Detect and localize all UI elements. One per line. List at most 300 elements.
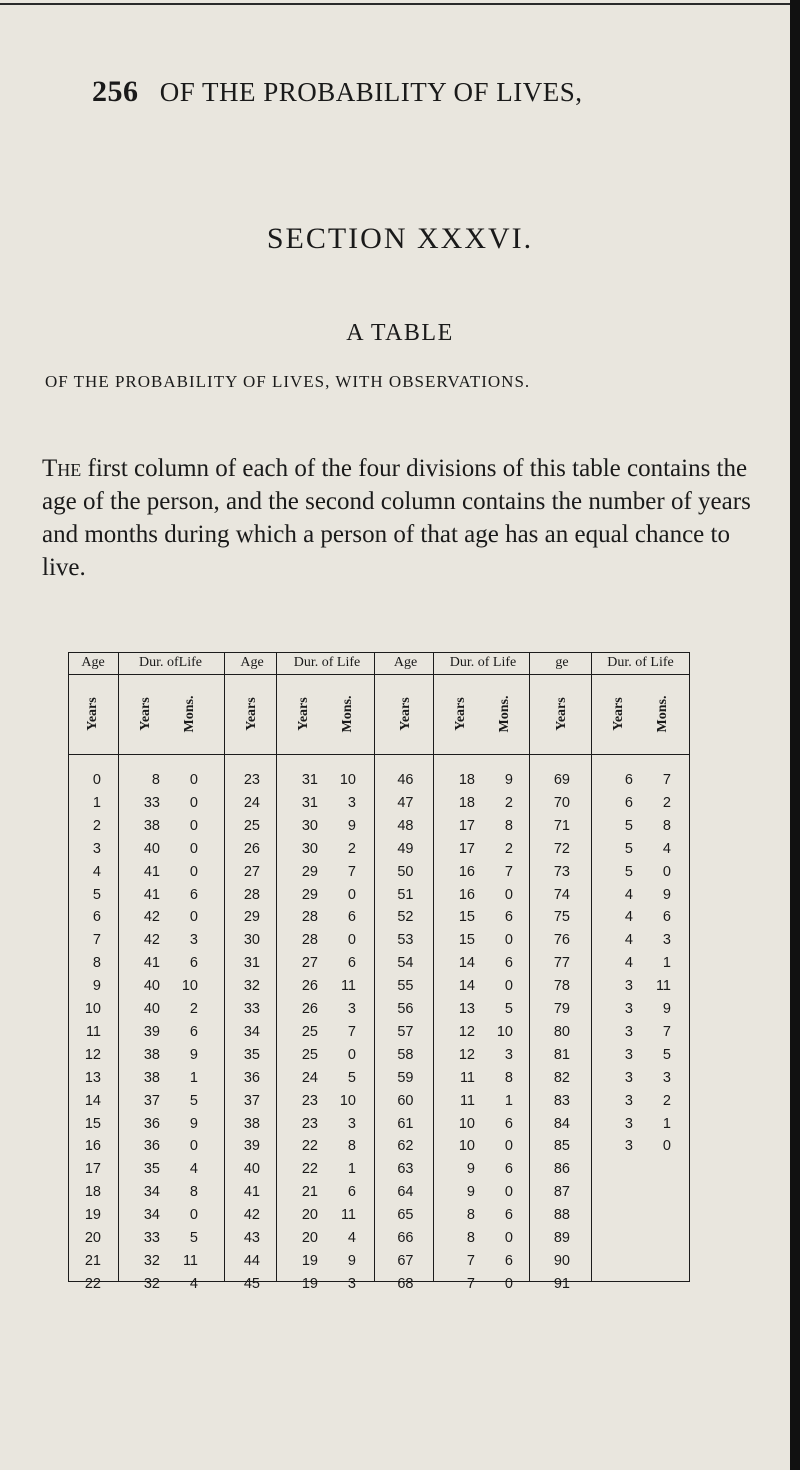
age-years-subheader: Years bbox=[554, 697, 569, 731]
months-cell: 3 bbox=[189, 932, 198, 949]
months-cell: 0 bbox=[189, 772, 198, 788]
months-cell: 2 bbox=[504, 840, 513, 857]
years-cell: 19 bbox=[301, 1275, 318, 1292]
years-cell: 4 bbox=[624, 932, 633, 949]
age-cell: 70 bbox=[553, 794, 570, 811]
age-cell: 73 bbox=[553, 863, 570, 880]
months-cell: 9 bbox=[347, 1252, 356, 1269]
years-cell: 4 bbox=[624, 909, 633, 926]
months-cell: 0 bbox=[504, 978, 513, 995]
months-cell: 11 bbox=[340, 1207, 356, 1224]
age-cell: 51 bbox=[397, 886, 414, 903]
months-cell: 6 bbox=[504, 909, 513, 926]
age-cell: 17 bbox=[84, 1161, 101, 1178]
table-right-border bbox=[689, 652, 690, 1282]
age-cell: 1 bbox=[92, 794, 101, 811]
top-rule bbox=[0, 3, 790, 5]
age-cell: 53 bbox=[397, 932, 414, 949]
years-cell: 23 bbox=[301, 1115, 318, 1132]
months-cell: 5 bbox=[347, 1069, 356, 1086]
age-cell: 38 bbox=[243, 1115, 260, 1132]
age-cell: 19 bbox=[84, 1207, 101, 1224]
duration-months-subheader: Mons. bbox=[340, 695, 355, 733]
age-cell: 47 bbox=[397, 794, 414, 811]
age-cell: 37 bbox=[243, 1092, 260, 1109]
months-cell: 4 bbox=[189, 1161, 198, 1178]
age-cell: 24 bbox=[243, 794, 260, 811]
years-cell: 20 bbox=[301, 1207, 318, 1224]
age-header: Age bbox=[81, 655, 105, 670]
months-cell: 3 bbox=[662, 932, 671, 949]
months-cell: 6 bbox=[504, 1161, 513, 1178]
months-cell: 6 bbox=[189, 886, 198, 903]
months-cell: 7 bbox=[662, 772, 671, 788]
years-cell: 15 bbox=[458, 909, 475, 926]
years-cell: 25 bbox=[301, 1023, 318, 1040]
years-cell: 12 bbox=[458, 1023, 475, 1040]
age-header: Age bbox=[240, 655, 264, 670]
months-cell: 9 bbox=[662, 886, 671, 903]
months-cell: 8 bbox=[347, 1138, 356, 1155]
months-cell: 3 bbox=[662, 1069, 671, 1086]
years-cell: 42 bbox=[143, 909, 160, 926]
years-cell: 36 bbox=[143, 1115, 160, 1132]
age-cell: 5 bbox=[92, 886, 101, 903]
months-cell: 0 bbox=[504, 932, 513, 949]
years-cell: 8 bbox=[151, 772, 160, 788]
years-cell: 3 bbox=[624, 1115, 633, 1132]
months-cell: 0 bbox=[504, 1275, 513, 1292]
age-cell: 14 bbox=[84, 1092, 101, 1109]
months-cell: 7 bbox=[662, 1023, 671, 1040]
years-cell: 38 bbox=[143, 1069, 160, 1086]
years-cell: 41 bbox=[143, 886, 160, 903]
age-cell: 32 bbox=[243, 978, 260, 995]
duration-header: Dur. of Life bbox=[449, 655, 517, 670]
age-cell: 15 bbox=[84, 1115, 101, 1132]
years-cell: 40 bbox=[143, 1001, 160, 1017]
age-cell: 12 bbox=[84, 1046, 101, 1063]
months-cell: 2 bbox=[504, 794, 513, 811]
age-cell: 34 bbox=[243, 1023, 260, 1040]
age-cell: 9 bbox=[92, 978, 101, 995]
age-cell: 33 bbox=[243, 1001, 260, 1017]
age-cell: 35 bbox=[243, 1046, 260, 1063]
years-cell: 32 bbox=[143, 1275, 160, 1292]
age-cell: 46 bbox=[397, 772, 414, 788]
age-cell: 27 bbox=[243, 863, 260, 880]
years-cell: 34 bbox=[143, 1207, 160, 1224]
months-cell: 1 bbox=[504, 1092, 513, 1109]
years-cell: 7 bbox=[466, 1275, 475, 1292]
age-cell: 87 bbox=[553, 1184, 570, 1201]
months-cell: 6 bbox=[504, 955, 513, 972]
years-cell: 38 bbox=[143, 817, 160, 834]
months-cell: 10 bbox=[339, 772, 356, 788]
months-cell: 4 bbox=[347, 1230, 356, 1246]
months-cell: 2 bbox=[189, 1001, 198, 1017]
years-cell: 17 bbox=[458, 840, 475, 857]
age-cell: 72 bbox=[553, 840, 570, 857]
division-divider bbox=[529, 652, 530, 1282]
months-cell: 10 bbox=[496, 1023, 513, 1040]
months-cell: 10 bbox=[339, 1092, 356, 1109]
years-cell: 9 bbox=[466, 1161, 475, 1178]
age-cell: 11 bbox=[85, 1023, 101, 1040]
years-cell: 3 bbox=[624, 978, 633, 995]
years-cell: 33 bbox=[143, 794, 160, 811]
age-cell: 84 bbox=[553, 1115, 570, 1132]
age-cell: 23 bbox=[243, 772, 260, 788]
table-subtitle: OF THE PROBABILITY OF LIVES, WITH OBSERVATIONS. bbox=[45, 372, 531, 391]
age-cell: 91 bbox=[553, 1275, 570, 1292]
months-cell: 6 bbox=[504, 1115, 513, 1132]
section-heading: SECTION XXXVI. bbox=[266, 222, 534, 255]
months-cell: 1 bbox=[347, 1161, 356, 1178]
years-cell: 6 bbox=[624, 794, 633, 811]
years-cell: 10 bbox=[458, 1115, 475, 1132]
age-cell: 28 bbox=[243, 886, 260, 903]
months-cell: 6 bbox=[504, 1252, 513, 1269]
years-cell: 16 bbox=[458, 886, 475, 903]
age-cell: 40 bbox=[243, 1161, 260, 1178]
years-cell: 3 bbox=[624, 1069, 633, 1086]
age-cell: 22 bbox=[84, 1275, 101, 1292]
months-cell: 0 bbox=[347, 1046, 356, 1063]
months-cell: 1 bbox=[662, 955, 671, 972]
age-cell: 88 bbox=[553, 1207, 570, 1224]
years-cell: 19 bbox=[301, 1252, 318, 1269]
years-cell: 8 bbox=[466, 1230, 475, 1246]
duration-months-subheader: Mons. bbox=[655, 695, 670, 733]
age-cell: 50 bbox=[397, 863, 414, 880]
months-cell: 8 bbox=[662, 817, 671, 834]
months-cell: 5 bbox=[662, 1046, 671, 1063]
months-cell: 0 bbox=[189, 840, 198, 857]
months-cell: 5 bbox=[504, 1001, 513, 1017]
age-cell: 43 bbox=[243, 1230, 260, 1246]
years-cell: 30 bbox=[301, 817, 318, 834]
years-cell: 31 bbox=[301, 772, 318, 788]
months-cell: 10 bbox=[181, 978, 198, 995]
years-cell: 9 bbox=[466, 1184, 475, 1201]
duration-years-subheader: Years bbox=[611, 697, 626, 731]
years-cell: 28 bbox=[301, 909, 318, 926]
years-cell: 3 bbox=[624, 1138, 633, 1155]
age-cell: 25 bbox=[243, 817, 260, 834]
age-cell: 16 bbox=[84, 1138, 101, 1155]
age-cell: 81 bbox=[553, 1046, 570, 1063]
age-cell: 52 bbox=[397, 909, 414, 926]
age-cell: 29 bbox=[243, 909, 260, 926]
age-cell: 55 bbox=[397, 978, 414, 995]
probability-table bbox=[68, 652, 690, 1292]
years-cell: 3 bbox=[624, 1001, 633, 1017]
age-cell: 3 bbox=[92, 840, 101, 857]
age-cell: 7 bbox=[92, 932, 101, 949]
years-cell: 5 bbox=[624, 817, 633, 834]
paragraph-text: first column of each of the four divisions of this table contains the age of the person, and the second column contains the number of years and months during which a person of that age has an equal chance to live. bbox=[42, 455, 751, 581]
age-years-subheader: Years bbox=[244, 697, 259, 731]
months-cell: 0 bbox=[189, 1138, 198, 1155]
months-cell: 0 bbox=[504, 886, 513, 903]
age-cell: 42 bbox=[243, 1207, 260, 1224]
months-cell: 4 bbox=[189, 1275, 198, 1292]
months-cell: 6 bbox=[347, 909, 356, 926]
months-cell: 7 bbox=[504, 863, 513, 880]
age-cell: 65 bbox=[397, 1207, 414, 1224]
years-cell: 7 bbox=[466, 1252, 475, 1269]
years-cell: 5 bbox=[624, 840, 633, 857]
years-cell: 17 bbox=[458, 817, 475, 834]
age-cell: 74 bbox=[553, 886, 570, 903]
age-cell: 36 bbox=[243, 1069, 260, 1086]
years-cell: 15 bbox=[458, 932, 475, 949]
months-cell: 11 bbox=[340, 978, 356, 995]
years-cell: 3 bbox=[624, 1092, 633, 1109]
age-cell: 89 bbox=[553, 1230, 570, 1246]
years-cell: 3 bbox=[624, 1023, 633, 1040]
age-cell: 54 bbox=[397, 955, 414, 972]
years-cell: 5 bbox=[624, 863, 633, 880]
years-cell: 28 bbox=[301, 932, 318, 949]
months-cell: 0 bbox=[189, 1207, 198, 1224]
age-cell: 4 bbox=[92, 863, 101, 880]
age-cell: 83 bbox=[553, 1092, 570, 1109]
age-cell: 0 bbox=[92, 772, 101, 788]
years-cell: 18 bbox=[458, 794, 475, 811]
age-cell: 67 bbox=[397, 1252, 414, 1269]
months-cell: 6 bbox=[504, 1207, 513, 1224]
age-cell: 41 bbox=[243, 1184, 260, 1201]
table-title: A TABLE bbox=[346, 320, 454, 346]
months-cell: 0 bbox=[189, 863, 198, 880]
age-cell: 45 bbox=[243, 1275, 260, 1292]
years-cell: 30 bbox=[301, 840, 318, 857]
months-cell: 3 bbox=[347, 1275, 356, 1292]
years-cell: 41 bbox=[143, 955, 160, 972]
months-cell: 6 bbox=[189, 955, 198, 972]
age-cell: 57 bbox=[397, 1023, 414, 1040]
years-cell: 36 bbox=[143, 1138, 160, 1155]
age-cell: 82 bbox=[553, 1069, 570, 1086]
age-cell: 20 bbox=[84, 1230, 101, 1246]
years-cell: 22 bbox=[301, 1138, 318, 1155]
months-cell: 1 bbox=[189, 1069, 198, 1086]
age-cell: 90 bbox=[553, 1252, 570, 1269]
age-cell: 58 bbox=[397, 1046, 414, 1063]
intro-paragraph bbox=[42, 452, 772, 584]
months-cell: 9 bbox=[347, 817, 356, 834]
years-cell: 25 bbox=[301, 1046, 318, 1063]
years-cell: 26 bbox=[301, 978, 318, 995]
years-cell: 11 bbox=[459, 1069, 475, 1086]
years-cell: 35 bbox=[143, 1161, 160, 1178]
months-cell: 0 bbox=[189, 794, 198, 811]
years-cell: 39 bbox=[143, 1023, 160, 1040]
months-cell: 3 bbox=[347, 1115, 356, 1132]
years-cell: 37 bbox=[143, 1092, 160, 1109]
age-cell: 79 bbox=[553, 1001, 570, 1017]
months-cell: 6 bbox=[662, 909, 671, 926]
months-cell: 11 bbox=[182, 1252, 198, 1269]
months-cell: 3 bbox=[504, 1046, 513, 1063]
years-cell: 29 bbox=[301, 886, 318, 903]
age-cell: 60 bbox=[397, 1092, 414, 1109]
age-years-subheader: Years bbox=[85, 697, 100, 731]
page-edge bbox=[790, 0, 800, 1470]
months-cell: 3 bbox=[347, 794, 356, 811]
age-cell: 71 bbox=[553, 817, 570, 834]
duration-header: Dur. of Life bbox=[293, 655, 361, 670]
running-title: OF THE PROBABILITY OF LIVES, bbox=[159, 77, 583, 107]
months-cell: 9 bbox=[504, 772, 513, 788]
years-cell: 14 bbox=[458, 955, 475, 972]
age-cell: 86 bbox=[553, 1161, 570, 1178]
years-cell: 23 bbox=[301, 1092, 318, 1109]
duration-years-subheader: Years bbox=[453, 697, 468, 731]
age-cell: 2 bbox=[92, 817, 101, 834]
months-cell: 1 bbox=[662, 1115, 671, 1132]
years-cell: 33 bbox=[143, 1230, 160, 1246]
division-divider bbox=[374, 652, 375, 1282]
months-cell: 9 bbox=[662, 1001, 671, 1017]
age-cell: 56 bbox=[397, 1001, 414, 1017]
age-cell: 66 bbox=[397, 1230, 414, 1246]
years-cell: 13 bbox=[458, 1001, 475, 1017]
years-cell: 16 bbox=[458, 863, 475, 880]
months-cell: 8 bbox=[189, 1184, 198, 1201]
age-years-subheader: Years bbox=[397, 697, 413, 731]
table-subheader-border bbox=[68, 754, 690, 755]
age-cell: 62 bbox=[397, 1138, 414, 1155]
months-cell: 6 bbox=[347, 1184, 356, 1201]
years-cell: 40 bbox=[143, 978, 160, 995]
months-cell: 0 bbox=[662, 1138, 671, 1155]
age-header: Age bbox=[393, 655, 418, 670]
years-cell: 18 bbox=[458, 772, 475, 788]
years-cell: 4 bbox=[624, 886, 633, 903]
age-cell: 39 bbox=[243, 1138, 260, 1155]
months-cell: 11 bbox=[655, 978, 671, 995]
age-cell: 30 bbox=[243, 932, 260, 949]
months-cell: 5 bbox=[189, 1092, 198, 1109]
years-cell: 32 bbox=[143, 1252, 160, 1269]
duration-months-subheader: Mons. bbox=[182, 695, 197, 733]
duration-months-subheader: Mons. bbox=[497, 695, 512, 733]
months-cell: 0 bbox=[504, 1230, 513, 1246]
years-cell: 40 bbox=[143, 840, 160, 857]
years-cell: 10 bbox=[458, 1138, 475, 1155]
months-cell: 7 bbox=[347, 863, 356, 880]
duration-years-subheader: Years bbox=[296, 697, 311, 731]
years-cell: 20 bbox=[301, 1230, 318, 1246]
years-cell: 11 bbox=[459, 1092, 475, 1109]
age-cell: 8 bbox=[92, 955, 101, 972]
years-cell: 38 bbox=[143, 1046, 160, 1063]
duration-header: Dur. of Life bbox=[607, 655, 674, 670]
years-cell: 41 bbox=[143, 863, 160, 880]
age-cell: 10 bbox=[84, 1001, 101, 1017]
years-cell: 14 bbox=[458, 978, 475, 995]
division-divider bbox=[224, 652, 225, 1282]
years-cell: 21 bbox=[301, 1184, 318, 1201]
table-header-border bbox=[68, 674, 690, 675]
running-header bbox=[92, 75, 583, 109]
months-cell: 0 bbox=[189, 817, 198, 834]
months-cell: 0 bbox=[504, 1138, 513, 1155]
months-cell: 9 bbox=[189, 1115, 198, 1132]
years-cell: 8 bbox=[466, 1207, 475, 1224]
duration-years-subheader: Years bbox=[138, 697, 153, 731]
age-cell: 44 bbox=[243, 1252, 260, 1269]
age-cell: 6 bbox=[92, 909, 101, 926]
months-cell: 8 bbox=[504, 1069, 513, 1086]
age-cell: 76 bbox=[553, 932, 570, 949]
age-cell: 31 bbox=[243, 955, 260, 972]
age-cell: 85 bbox=[553, 1138, 570, 1155]
months-cell: 8 bbox=[504, 817, 513, 834]
months-cell: 5 bbox=[189, 1230, 198, 1246]
age-cell: 64 bbox=[397, 1184, 414, 1201]
age-cell: 13 bbox=[84, 1069, 101, 1086]
months-cell: 6 bbox=[189, 1023, 198, 1040]
age-cell: 80 bbox=[553, 1023, 570, 1040]
years-cell: 27 bbox=[301, 955, 318, 972]
months-cell: 7 bbox=[347, 1023, 356, 1040]
years-cell: 34 bbox=[143, 1184, 160, 1201]
months-cell: 0 bbox=[347, 886, 356, 903]
months-cell: 2 bbox=[662, 794, 671, 811]
years-cell: 3 bbox=[624, 1046, 633, 1063]
months-cell: 0 bbox=[189, 909, 198, 926]
age-cell: 49 bbox=[397, 840, 414, 857]
age-cell: 21 bbox=[84, 1252, 101, 1269]
age-header: ge bbox=[555, 655, 569, 670]
age-cell: 18 bbox=[84, 1184, 101, 1201]
years-cell: 42 bbox=[143, 932, 160, 949]
years-cell: 29 bbox=[301, 863, 318, 880]
page-number: 256 bbox=[92, 75, 139, 108]
age-cell: 59 bbox=[397, 1069, 414, 1086]
age-cell: 69 bbox=[553, 772, 570, 788]
table-top-border bbox=[68, 652, 690, 653]
months-cell: 0 bbox=[347, 932, 356, 949]
age-cell: 26 bbox=[243, 840, 260, 857]
years-cell: 4 bbox=[624, 955, 633, 972]
months-cell: 2 bbox=[347, 840, 356, 857]
months-cell: 6 bbox=[347, 955, 356, 972]
age-cell: 48 bbox=[397, 817, 414, 834]
months-cell: 9 bbox=[189, 1046, 198, 1063]
age-cell: 75 bbox=[553, 909, 570, 926]
months-cell: 0 bbox=[504, 1184, 513, 1201]
months-cell: 3 bbox=[347, 1001, 356, 1017]
duration-header: Dur. ofLife bbox=[139, 655, 202, 670]
months-cell: 4 bbox=[662, 840, 671, 857]
age-cell: 63 bbox=[397, 1161, 414, 1178]
age-cell: 77 bbox=[553, 955, 570, 972]
years-cell: 24 bbox=[301, 1069, 318, 1086]
years-cell: 6 bbox=[624, 772, 633, 788]
paragraph-lead: The bbox=[42, 455, 82, 482]
years-cell: 26 bbox=[301, 1001, 318, 1017]
age-cell: 68 bbox=[397, 1275, 414, 1292]
age-cell: 61 bbox=[397, 1115, 414, 1132]
months-cell: 0 bbox=[662, 863, 671, 880]
years-cell: 31 bbox=[301, 794, 318, 811]
age-cell: 78 bbox=[553, 978, 570, 995]
